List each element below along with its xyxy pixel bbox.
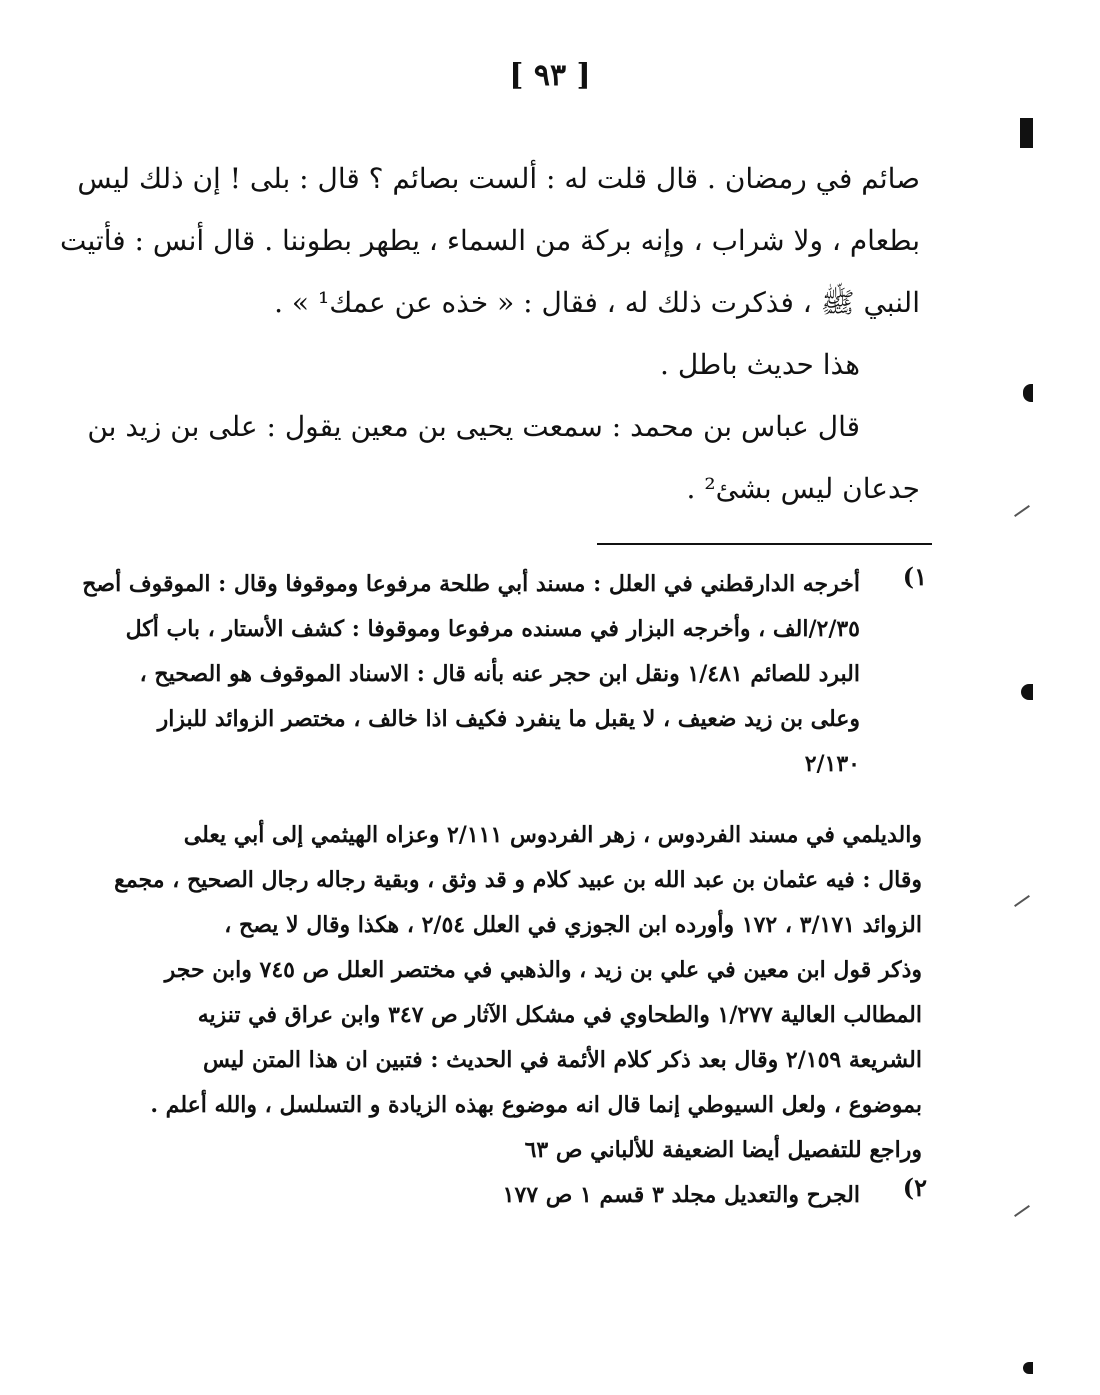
main-text-line: جدعان ليس بشئ² .: [686, 472, 920, 505]
footnote-line: والديلمي في مسند الفردوس ، زهر الفردوس ٢/١١١ وعزاه الهيثمي إلى أبي يعلى: [183, 822, 922, 848]
main-text-line: قال عباس بن محمد : سمعت يحيى بن معين يقول : على بن زيد بن: [87, 410, 860, 443]
footnotes-section: [82, 562, 927, 1218]
scan-edge-mark: [1021, 684, 1033, 700]
footnote-line: ٢/٣٥/الف ، وأخرجه البزار في مسنده مرفوعا وموقوفا : كشف الأستار ، باب أكل: [125, 616, 860, 642]
scan-edge-mark: [1023, 384, 1033, 402]
footnote-line: البرد للصائم ١/٤٨١ ونقل ابن حجر عنه بأنه قال : الاسناد الموقوف هو الصحيح ،: [139, 661, 860, 687]
footnote-divider: [597, 543, 932, 545]
footnote-line: الشريعة ٢/١٥٩ وقال بعد ذكر كلام الأئمة في الحديث : فتبين ان هذا المتن ليس: [203, 1047, 922, 1073]
footnote-line: المطالب العالية ١/٢٧٧ والطحاوي في مشكل الآثار ص ٣٤٧ وابن عراق في تنزيه: [197, 1002, 922, 1028]
footnote-line: وذكر قول ابن معين في علي بن زيد ، والذهبي في مختصر العلل ص ٧٤٥ وابن حجر: [164, 957, 922, 983]
footnote-line: بموضوع ، ولعل السيوطي إنما قال انه موضوع بهذه الزيادة و التسلسل ، والله أعلم .: [150, 1092, 922, 1118]
footnote-2: [180, 1173, 927, 1218]
footnote-line: ٢/١٣٠: [804, 751, 860, 777]
main-text-line: هذا حديث باطل .: [660, 348, 860, 381]
scan-edge-tick: [1014, 505, 1030, 517]
main-text-line: بطعام ، ولا شراب ، وإنه بركة من السماء ، يطهر بطوننا . قال أنس : فأتيت: [59, 224, 920, 257]
scan-edge-tick: [1014, 895, 1030, 907]
scan-edge-mark: [1020, 118, 1033, 148]
footnote-marker: ١): [902, 562, 927, 591]
footnote-line: وقال : فيه عثمان بن عبد الله بن عبيد كلام و قد وثق ، وبقية رجاله رجال الصحيح ، مجمع: [114, 867, 922, 893]
footnote-marker: ٢): [902, 1173, 927, 1202]
scan-edge-tick: [1014, 1205, 1030, 1217]
footnote-line: وعلى بن زيد ضعيف ، لا يقبل ما ينفرد فكيف اذا خالف ، مختصر الزوائد للبزار: [157, 706, 860, 732]
scan-edge-mark: [1023, 1362, 1033, 1374]
footnote-line: الزوائد ٣/١٧١ ، ١٧٢ وأورده ابن الجوزي في العلل ٢/٥٤ ، هكذا وقال لا يصح ،: [224, 912, 922, 938]
footnote-line: الجرح والتعديل مجلد ٣ قسم ١ ص ١٧٧: [502, 1182, 860, 1208]
footnote-1: [82, 562, 927, 1173]
main-text-body: [59, 148, 920, 520]
footnote-line: أخرجه الدارقطني في العلل : مسند أبي طلحة مرفوعا وموقوفا وقال : الموقوف أصح: [82, 571, 860, 597]
main-text-line: صائم في رمضان . قال قلت له : ألست بصائم ؟ قال : بلى ! إن ذلك ليس: [77, 162, 920, 195]
main-text-line: النبي ﷺ ، فذكرت ذلك له ، فقال : « خذه عن عمك¹ » .: [274, 286, 920, 319]
footnote-line: وراجع للتفصيل أيضا الضعيفة للألباني ص ٦٣: [524, 1137, 922, 1163]
page-number: [ ٩٣ ]: [509, 58, 591, 93]
